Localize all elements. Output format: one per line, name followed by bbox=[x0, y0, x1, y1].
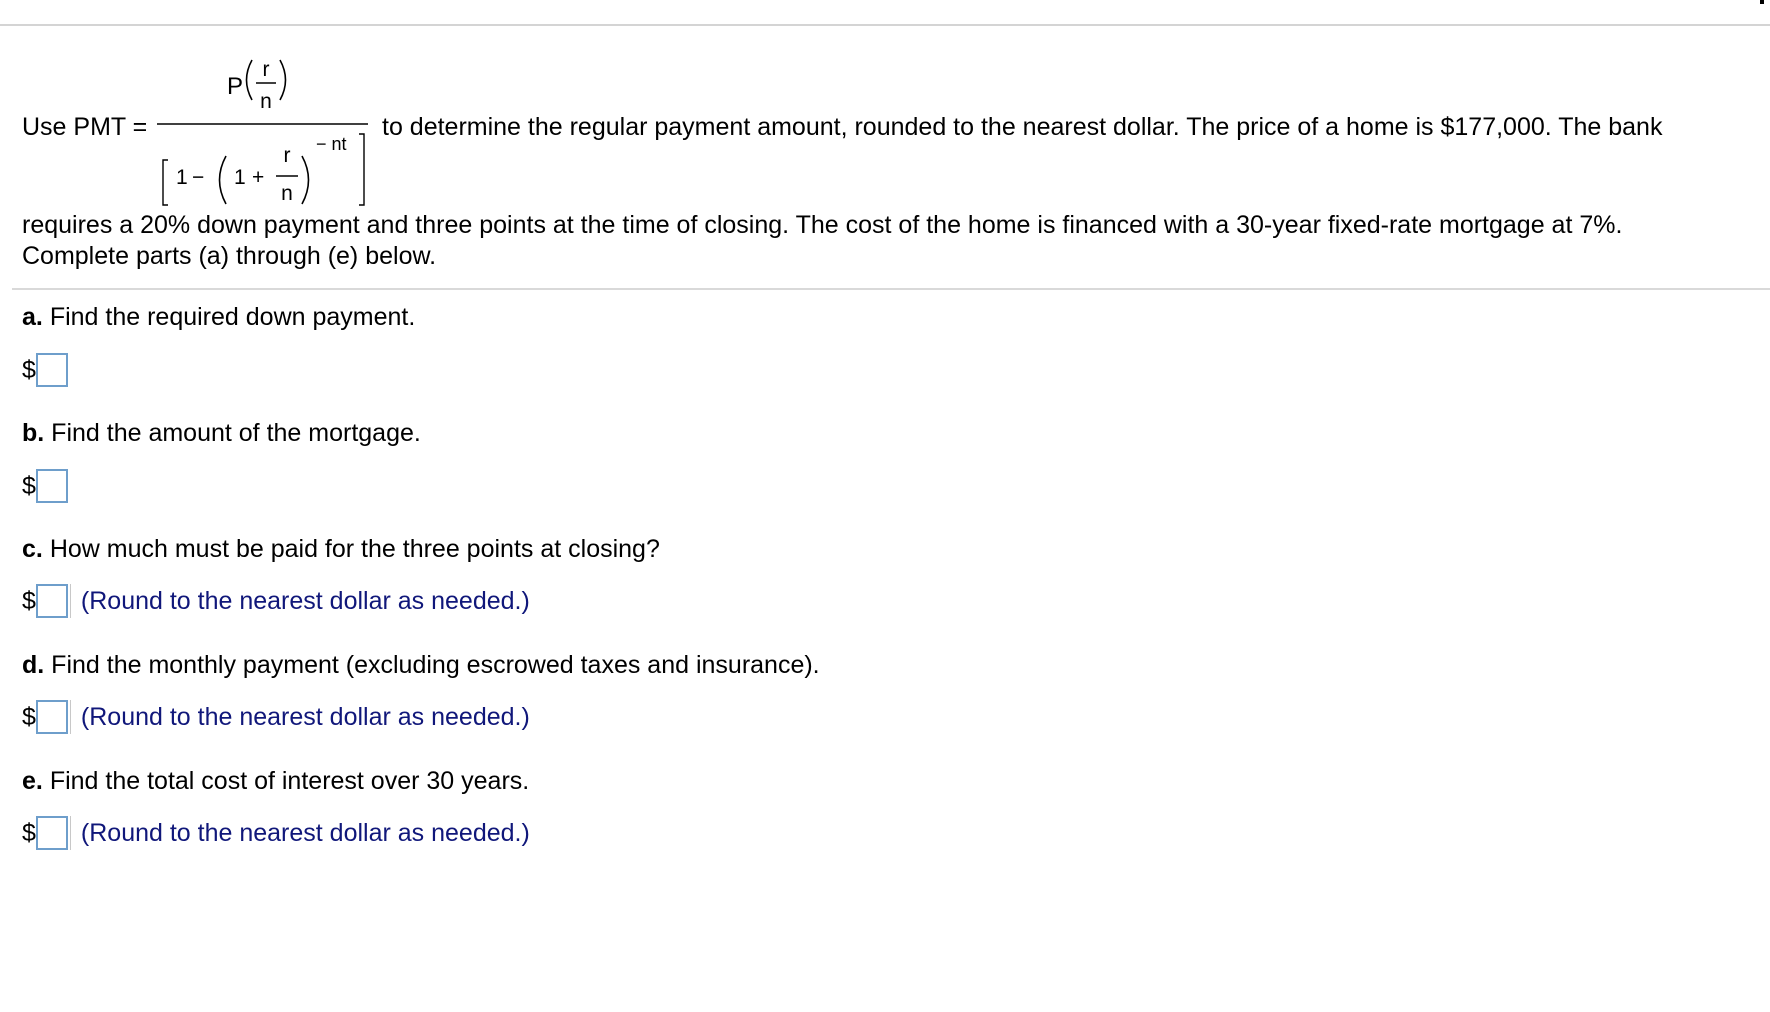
formula-inner-paren-right bbox=[302, 156, 309, 204]
part-c-currency: $ bbox=[22, 587, 36, 615]
formula-bracket-right bbox=[359, 134, 364, 205]
part-d-hint: (Round to the nearest dollar as needed.) bbox=[80, 703, 530, 731]
part-e-label: e. bbox=[22, 767, 43, 795]
formula-denominator-inner-one: 1 bbox=[234, 166, 246, 189]
part-e-text: Find the total cost of interest over 30 years. bbox=[49, 767, 530, 795]
use-pmt-label: Use PMT = bbox=[22, 113, 148, 141]
intro-line-3: Complete parts (a) through (e) below. bbox=[22, 242, 437, 270]
part-d-text: Find the monthly payment (excluding escrowed taxes and insurance). bbox=[51, 651, 820, 679]
section-divider bbox=[12, 288, 1770, 290]
formula-inner-paren-left bbox=[220, 156, 227, 204]
part-d-answer-row bbox=[22, 699, 530, 735]
formula-denominator-plus: + bbox=[252, 166, 265, 189]
part-e-answer-input[interactable] bbox=[36, 816, 68, 850]
formula-numerator-n: n bbox=[260, 90, 272, 113]
formula-denominator-one: 1 bbox=[176, 166, 188, 189]
part-a-text: Find the required down payment. bbox=[49, 303, 416, 331]
formula-denominator-r: r bbox=[283, 144, 291, 167]
formula-bracket-left bbox=[163, 160, 168, 205]
part-d-box-separator bbox=[70, 700, 75, 734]
part-c-hint: (Round to the nearest dollar as needed.) bbox=[80, 587, 530, 615]
formula-paren-right bbox=[280, 60, 286, 100]
part-a-question bbox=[22, 302, 415, 332]
formula-denominator-n: n bbox=[281, 182, 293, 205]
part-e-question bbox=[22, 766, 529, 796]
part-c-question bbox=[22, 534, 660, 564]
part-b-question bbox=[22, 418, 421, 448]
part-a-currency: $ bbox=[22, 356, 36, 384]
formula-denominator-minus: − bbox=[192, 166, 205, 189]
part-c-box-separator bbox=[70, 584, 75, 618]
part-b-currency: $ bbox=[22, 472, 36, 500]
part-b-label: b. bbox=[22, 419, 45, 447]
corner-marker bbox=[1760, 0, 1764, 4]
part-b-answer-row bbox=[22, 468, 68, 504]
part-c-text: How much must be paid for the three points at closing? bbox=[49, 535, 660, 563]
pmt-formula bbox=[0, 40, 380, 215]
part-d-question bbox=[22, 650, 820, 680]
top-divider bbox=[0, 24, 1770, 26]
part-a-label: a. bbox=[22, 303, 43, 331]
part-e-box-separator bbox=[70, 816, 75, 850]
part-b-answer-input[interactable] bbox=[36, 469, 68, 503]
part-c-answer-row bbox=[22, 583, 530, 619]
part-d-answer-input[interactable] bbox=[36, 700, 68, 734]
intro-line-1: to determine the regular payment amount, rounded to the nearest dollar. The price of a home is $177,000. The bank bbox=[382, 113, 1663, 141]
part-d-label: d. bbox=[22, 651, 45, 679]
intro-line-2: requires a 20% down payment and three points at the time of closing. The cost of the home is financed with a 30-year fixed-rate mortgage at 7%. bbox=[22, 211, 1623, 239]
formula-exponent: − nt bbox=[316, 134, 347, 154]
formula-numerator-p: P bbox=[227, 73, 244, 100]
part-a-answer-input[interactable] bbox=[36, 353, 68, 387]
part-e-answer-row bbox=[22, 815, 530, 851]
part-c-answer-input[interactable] bbox=[36, 584, 68, 618]
formula-numerator-r: r bbox=[262, 58, 270, 81]
part-e-currency: $ bbox=[22, 819, 36, 847]
part-c-label: c. bbox=[22, 535, 43, 563]
part-d-currency: $ bbox=[22, 703, 36, 731]
formula-paren-left bbox=[247, 60, 253, 100]
part-e-hint: (Round to the nearest dollar as needed.) bbox=[80, 819, 530, 847]
part-b-text: Find the amount of the mortgage. bbox=[51, 419, 421, 447]
part-a-answer-row bbox=[22, 352, 68, 388]
